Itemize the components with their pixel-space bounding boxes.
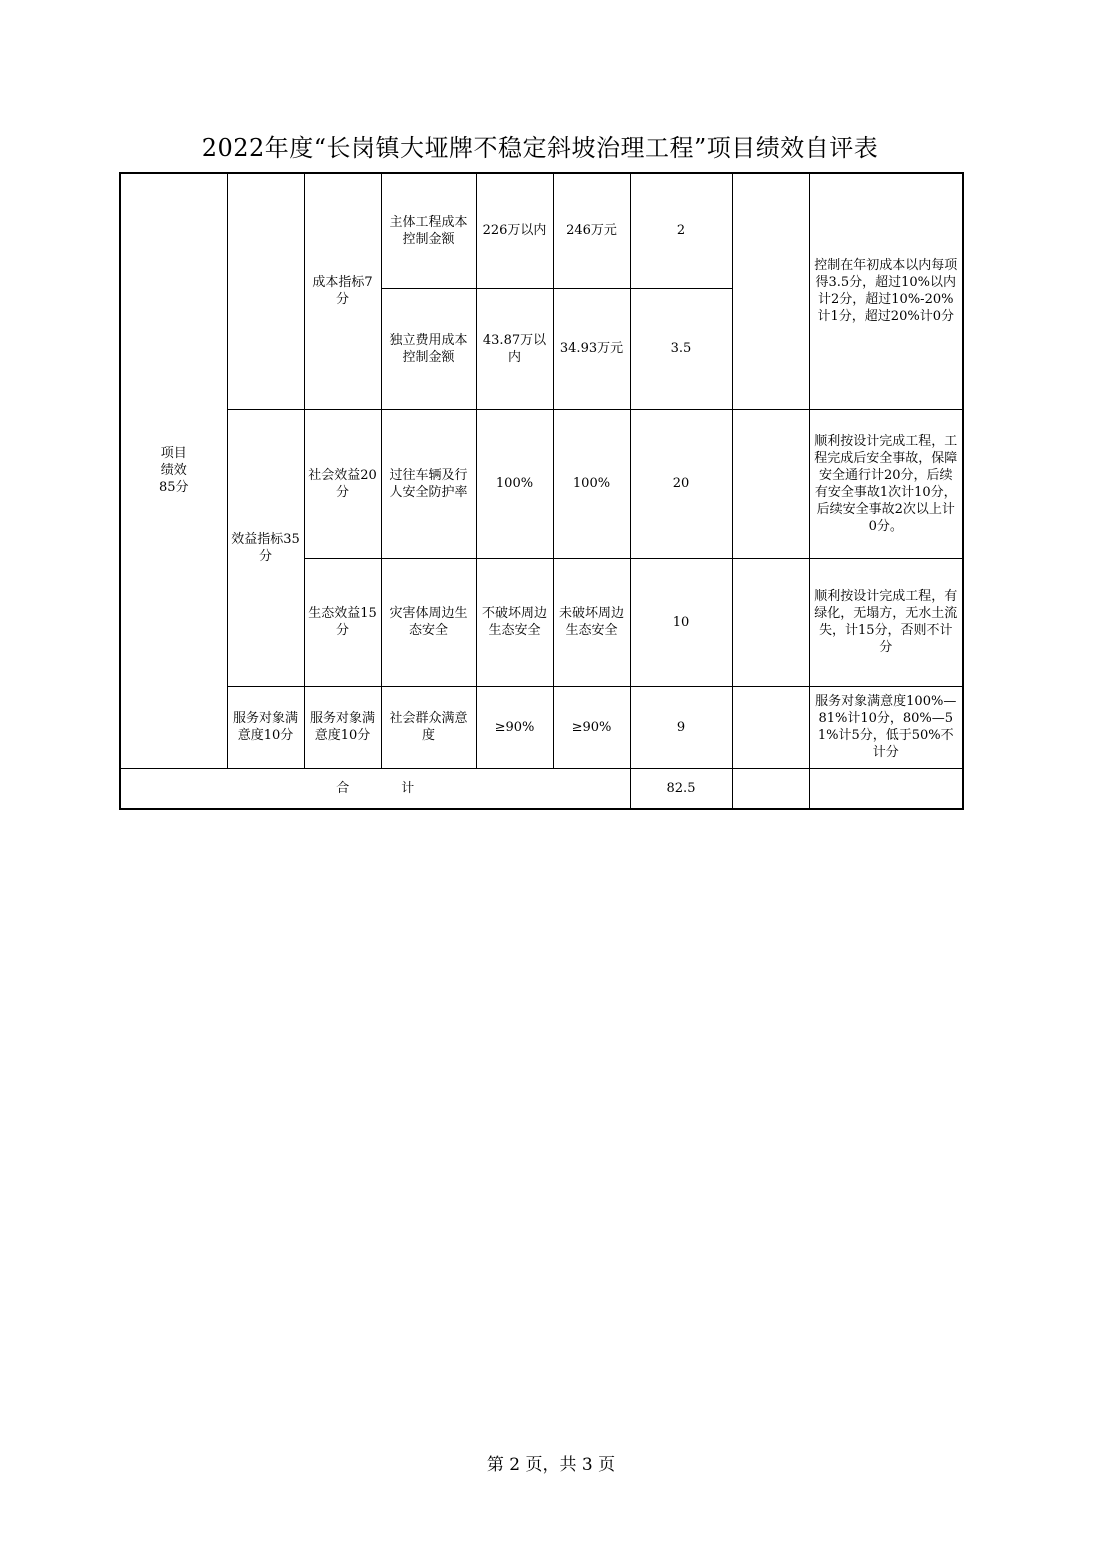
- indicator-cell: 社会群众满意度: [381, 686, 476, 768]
- empty-cell: [732, 558, 809, 686]
- total-row: [120, 768, 963, 809]
- service-group-cell: 服务对象满意度10分: [227, 686, 304, 768]
- table-row: [120, 686, 963, 768]
- total-label-2: 计: [401, 780, 415, 796]
- indicator-cell: 灾害体周边生态安全: [381, 558, 476, 686]
- score-cell: 2: [630, 173, 732, 288]
- target-cell: 不破坏周边生态安全: [476, 558, 553, 686]
- target-cell: 226万以内: [476, 173, 553, 288]
- actual-cell: 246万元: [553, 173, 630, 288]
- benefit-indicator-cell: 效益指标35分: [227, 409, 304, 686]
- page-title: 2022年度“长岗镇大垭牌不稳定斜坡治理工程”项目绩效自评表: [201, 134, 879, 162]
- actual-cell: 未破坏周边生态安全: [553, 558, 630, 686]
- score-cell: 20: [630, 409, 732, 558]
- indicator-cell: 过往车辆及行人安全防护率: [381, 409, 476, 558]
- target-cell: 43.87万以内: [476, 288, 553, 409]
- actual-cell: 34.93万元: [553, 288, 630, 409]
- actual-cell: 100%: [553, 409, 630, 558]
- group-cell: 生态效益15分: [304, 558, 381, 686]
- empty-cell: [732, 173, 809, 409]
- empty-cell: [732, 409, 809, 558]
- table-row: [120, 173, 963, 288]
- table-row: [120, 409, 963, 558]
- group-cell: 社会效益20分: [304, 409, 381, 558]
- empty-cell: [809, 768, 963, 809]
- note-cell: 控制在年初成本以内每项得3.5分，超过10%以内计2分，超过10%-20%计1分，超过20%计0分: [809, 173, 963, 409]
- note-cell: 顺利按设计完成工程，有绿化，无塌方，无水土流失，计15分，否则不计分: [809, 558, 963, 686]
- indicator-cell: 独立费用成本控制金额: [381, 288, 476, 409]
- total-label: [120, 768, 630, 809]
- target-cell: ≥90%: [476, 686, 553, 768]
- total-score: 82.5: [630, 768, 732, 809]
- empty-cell: [732, 686, 809, 768]
- cost-indicator-cell: 成本指标7分: [304, 173, 381, 409]
- group-cell: 服务对象满意度10分: [304, 686, 381, 768]
- project-performance-cell: 项目 绩效 85分: [120, 173, 227, 768]
- empty-cell: [227, 173, 304, 409]
- score-cell: 9: [630, 686, 732, 768]
- target-cell: 100%: [476, 409, 553, 558]
- performance-table: [119, 172, 964, 810]
- note-cell: 服务对象满意度100%—81%计10分，80%—51%计5分，低于50%不计分: [809, 686, 963, 768]
- total-label-1: 合: [336, 780, 350, 796]
- note-cell: 顺利按设计完成工程，工程完成后安全事故，保障安全通行计20分，后续有安全事故1次计10分，后续安全事故2次以上计0分。: [809, 409, 963, 558]
- page-footer: 第 2 页，共 3 页: [486, 1455, 616, 1475]
- empty-cell: [732, 768, 809, 809]
- score-cell: 10: [630, 558, 732, 686]
- score-cell: 3.5: [630, 288, 732, 409]
- indicator-cell: 主体工程成本控制金额: [381, 173, 476, 288]
- actual-cell: ≥90%: [553, 686, 630, 768]
